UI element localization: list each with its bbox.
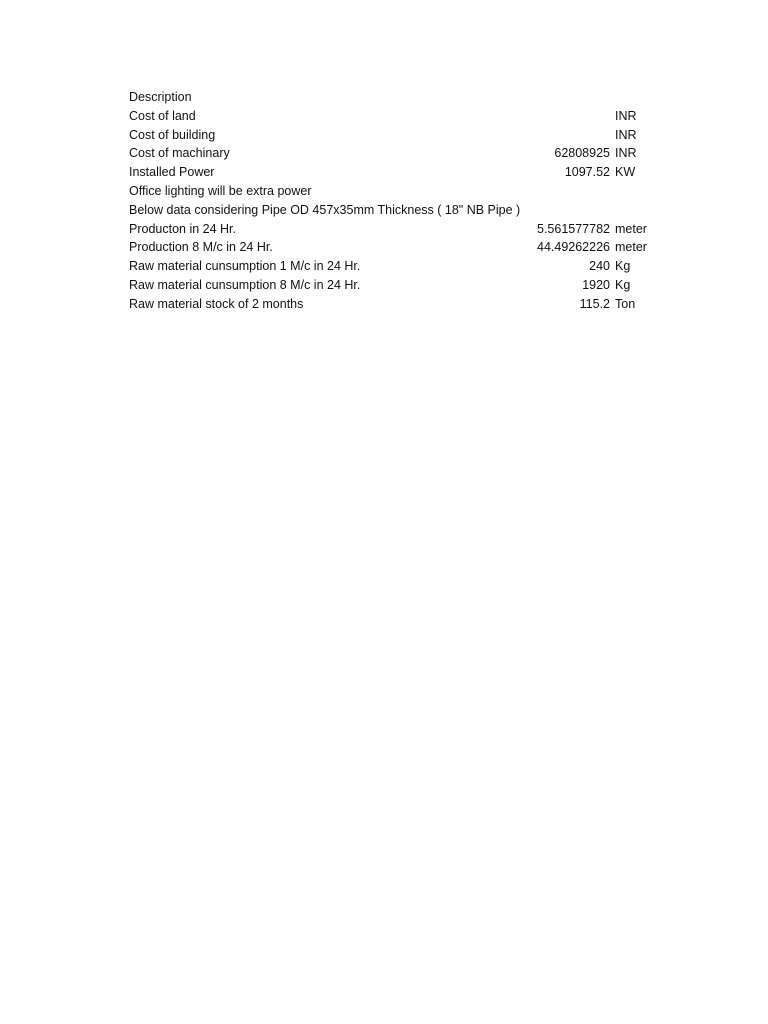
- row-description: Raw material cunsumption 1 M/c in 24 Hr.: [129, 259, 361, 274]
- row-unit: meter: [615, 221, 647, 236]
- row-value: 62808925: [554, 146, 610, 161]
- table-row: [129, 276, 669, 295]
- row-unit: INR: [615, 127, 637, 142]
- row-description: Office lighting will be extra power: [129, 183, 312, 198]
- row-unit: Kg: [615, 259, 631, 274]
- row-description: Cost of machinary: [129, 146, 230, 161]
- row-description: Below data considering Pipe OD 457x35mm Thickness ( 18" NB Pipe ): [129, 202, 521, 217]
- table-row: [129, 88, 669, 107]
- row-value: 1097.52: [564, 165, 610, 180]
- row-unit: Ton: [615, 296, 636, 311]
- row-description: Raw material cunsumption 8 M/c in 24 Hr.: [129, 277, 361, 292]
- table-row: [129, 220, 669, 239]
- row-description: Production 8 M/c in 24 Hr.: [129, 240, 273, 255]
- row-description: Producton in 24 Hr.: [129, 221, 237, 236]
- row-value: 115.2: [579, 296, 610, 311]
- table-row: [129, 201, 669, 220]
- row-description: Description: [129, 90, 192, 104]
- row-unit: INR: [615, 108, 637, 123]
- row-unit: meter: [615, 240, 647, 255]
- row-description: Cost of land: [129, 108, 196, 123]
- row-unit: INR: [615, 146, 637, 161]
- row-value: 240: [589, 259, 610, 274]
- spreadsheet-table: [129, 88, 669, 314]
- row-description: Cost of building: [129, 127, 216, 142]
- row-unit: KW: [615, 165, 636, 180]
- row-description: Raw material stock of 2 months: [129, 296, 304, 311]
- row-value: 5.561577782: [537, 221, 610, 236]
- table-row: [129, 107, 669, 126]
- row-description: Installed Power: [129, 165, 215, 180]
- table-row: [129, 238, 669, 257]
- table-row: [129, 182, 669, 201]
- table-row: [129, 295, 669, 314]
- table-row: [129, 126, 669, 145]
- table-row: [129, 163, 669, 182]
- row-value: 44.49262226: [537, 240, 610, 255]
- row-unit: Kg: [615, 277, 631, 292]
- table-row: [129, 257, 669, 276]
- row-value: 1920: [582, 277, 610, 292]
- table-row: [129, 144, 669, 163]
